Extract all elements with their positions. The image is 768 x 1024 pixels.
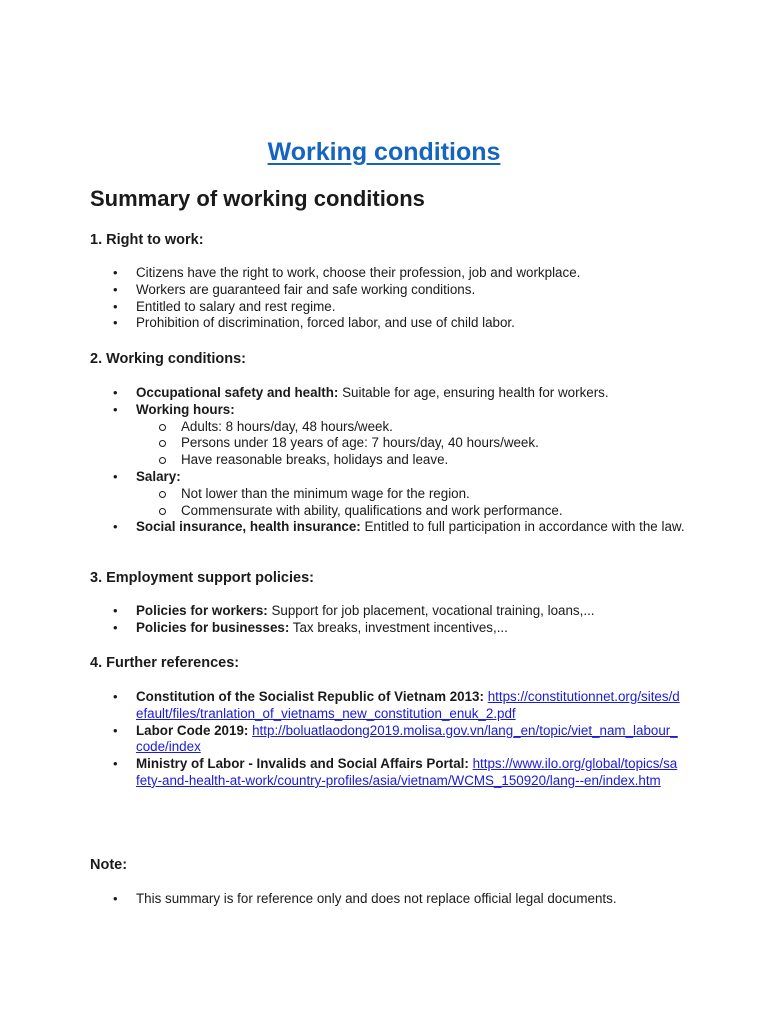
references-list xyxy=(90,689,680,790)
list-item-salary xyxy=(90,469,690,519)
list-item-hours xyxy=(90,402,690,469)
list-item-safety xyxy=(90,385,690,402)
sub-list-item: Adults: 8 hours/day, 48 hours/week. xyxy=(136,419,690,436)
sub-list-item: Commensurate with ability, qualifications and work performance. xyxy=(136,503,690,520)
safety-label: Occupational safety and health: xyxy=(136,385,339,400)
insurance-label: Social insurance, health insurance: xyxy=(136,519,361,535)
reference-item xyxy=(90,723,680,757)
sub-list-item: Persons under 18 years of age: 7 hours/day, 40 hours/week. xyxy=(136,435,690,452)
list-item: • Entitled to salary and rest regime. xyxy=(90,299,690,316)
business-label: Policies for businesses: xyxy=(136,619,290,635)
insurance-text: Entitled to full participation in accordance with the law. xyxy=(360,519,685,535)
reference-link[interactable]: https://constitutionnet.org/sites/default/files/tranlation_of_vietnams_new_constitution_enuk_2.pdf xyxy=(136,689,680,721)
reference-item xyxy=(90,689,680,723)
workers-label: Policies for workers: xyxy=(136,603,268,618)
section-heading-references: 4. Further references: xyxy=(90,655,240,671)
support-list xyxy=(90,603,690,637)
hours-sublist xyxy=(136,419,690,469)
list-item: • Citizens have the right to work, choose their profession, job and workplace. xyxy=(90,265,690,282)
note-list xyxy=(90,891,690,908)
safety-text: Suitable for age, ensuring health for workers. xyxy=(338,385,609,400)
sub-list-item: Have reasonable breaks, holidays and leave. xyxy=(136,452,690,469)
section-heading-note: Note: xyxy=(90,857,128,873)
salary-sublist xyxy=(136,486,690,520)
reference-label: Ministry of Labor - Invalids and Social Affairs Portal: xyxy=(136,756,469,772)
reference-link[interactable]: https://www.ilo.org/global/topics/safety-and-health-at-work/country-profiles/asia/vietnam/WCMS_150920/lang--en/index.htm xyxy=(136,756,678,788)
section-heading-right-to-work: 1. Right to work: xyxy=(90,232,204,248)
page-title xyxy=(0,136,768,168)
reference-label: Labor Code 2019: xyxy=(136,722,249,738)
business-text: Tax breaks, investment incentives,... xyxy=(289,619,508,635)
salary-label: Salary: xyxy=(136,468,181,484)
list-item-businesses xyxy=(90,620,690,637)
reference-item xyxy=(90,756,680,790)
reference-link[interactable]: http://boluatlaodong2019.molisa.gov.vn/lang_en/topic/viet_nam_labour_code/index xyxy=(136,722,678,755)
section-heading-working-conditions: 2. Working conditions: xyxy=(90,351,247,367)
list-item-workers xyxy=(90,603,690,620)
summary-heading: Summary of working conditions xyxy=(90,186,425,211)
list-item: • This summary is for reference only and does not replace official legal documents. xyxy=(90,891,690,908)
list-item: • Prohibition of discrimination, forced labor, and use of child labor. xyxy=(90,315,690,332)
section-heading-support: 3. Employment support policies: xyxy=(90,570,314,586)
workers-text: Support for job placement, vocational training, loans,... xyxy=(267,603,595,618)
right-to-work-list xyxy=(90,265,690,332)
hours-label: Working hours: xyxy=(136,401,235,417)
sub-list-item: Not lower than the minimum wage for the region. xyxy=(136,486,690,503)
title-link[interactable]: Working conditions xyxy=(267,138,501,166)
list-item: • Workers are guaranteed fair and safe working conditions. xyxy=(90,282,690,299)
working-conditions-list xyxy=(90,385,690,536)
reference-label: Constitution of the Socialist Republic of Vietnam 2013: xyxy=(136,689,484,704)
list-item-insurance xyxy=(90,519,690,536)
